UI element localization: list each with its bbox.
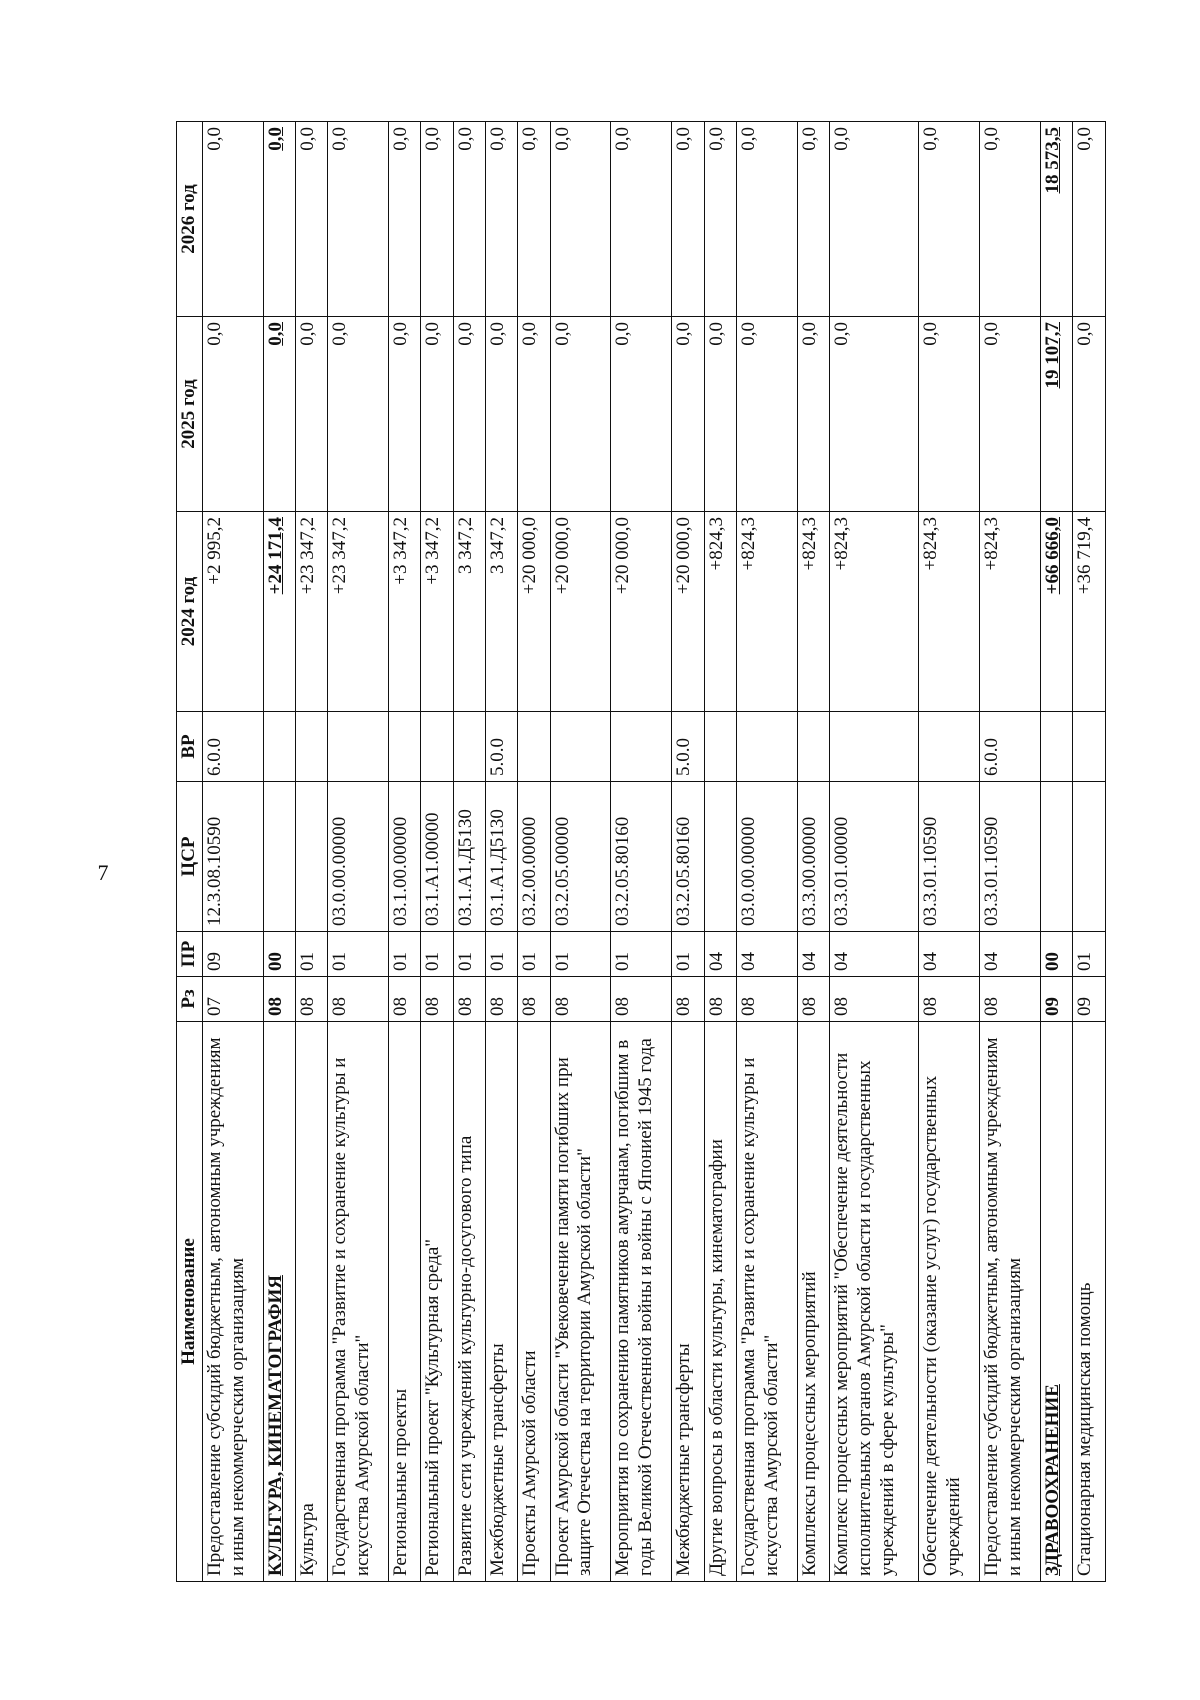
cell-rz: 07 xyxy=(202,977,263,1022)
table-row xyxy=(550,122,611,1582)
cell-rz: 08 xyxy=(550,977,611,1022)
cell-name: Мероприятия по сохранению памятников амурчанам, погибшим в годы Великой Отечественной войны и войны с Японией 1945 года xyxy=(611,1022,672,1582)
cell-rz: 08 xyxy=(736,977,797,1022)
cell-pr: 01 xyxy=(389,932,421,977)
cell-csr xyxy=(1041,782,1073,932)
cell-2026: 0,0 xyxy=(263,122,295,317)
cell-csr: 03.1.00.00000 xyxy=(389,782,421,932)
cell-2026: 0,0 xyxy=(736,122,797,317)
cell-2025: 0,0 xyxy=(453,317,485,512)
cell-2026: 0,0 xyxy=(919,122,980,317)
table-row xyxy=(1073,122,1106,1582)
table-row xyxy=(797,122,829,1582)
cell-name: Проект Амурской области "Увековечение памяти погибших при защите Отечества на территории Амурской области" xyxy=(550,1022,611,1582)
cell-2025: 0,0 xyxy=(486,317,518,512)
cell-2024: +824,3 xyxy=(980,512,1041,712)
cell-pr: 04 xyxy=(797,932,829,977)
table-row xyxy=(389,122,421,1582)
cell-2025: 0,0 xyxy=(1073,317,1106,512)
cell-vr xyxy=(421,712,453,782)
cell-2026: 0,0 xyxy=(453,122,485,317)
cell-2025: 0,0 xyxy=(611,317,672,512)
cell-vr xyxy=(550,712,611,782)
cell-pr: 01 xyxy=(421,932,453,977)
cell-2024: +824,3 xyxy=(736,512,797,712)
cell-2024: +20 000,0 xyxy=(550,512,611,712)
cell-rz: 08 xyxy=(486,977,518,1022)
cell-2024: +24 171,4 xyxy=(263,512,295,712)
cell-2026: 0,0 xyxy=(1073,122,1106,317)
header-csr: ЦСР xyxy=(177,782,203,932)
cell-name: Комплекс процессных мероприятий "Обеспечение деятельности исполнительных органов Амурской области и государственных учреждений в сфере культуры" xyxy=(830,1022,919,1582)
cell-2025: 0,0 xyxy=(672,317,704,512)
cell-name: Государственная программа "Развитие и сохранение культуры и искусства Амурской области" xyxy=(736,1022,797,1582)
cell-csr: 03.3.01.00000 xyxy=(830,782,919,932)
cell-2026: 0,0 xyxy=(704,122,736,317)
header-2026: 2026 год xyxy=(177,122,203,317)
cell-rz: 08 xyxy=(263,977,295,1022)
cell-2026: 0,0 xyxy=(421,122,453,317)
rotated-table-wrapper xyxy=(176,122,1106,1582)
cell-rz: 08 xyxy=(453,977,485,1022)
table-row xyxy=(518,122,550,1582)
cell-vr xyxy=(1041,712,1073,782)
cell-2026: 0,0 xyxy=(672,122,704,317)
cell-rz: 09 xyxy=(1073,977,1106,1022)
cell-vr: 5.0.0 xyxy=(486,712,518,782)
cell-2025: 19 107,7 xyxy=(1041,317,1073,512)
budget-table xyxy=(176,121,1106,1582)
cell-name: ЗДРАВООХРАНЕНИЕ xyxy=(1041,1022,1073,1582)
cell-rz: 08 xyxy=(328,977,389,1022)
table-row xyxy=(453,122,485,1582)
cell-csr: 03.2.05.80160 xyxy=(672,782,704,932)
cell-2024: +824,3 xyxy=(797,512,829,712)
table-row xyxy=(486,122,518,1582)
cell-vr xyxy=(736,712,797,782)
cell-2024: +23 347,2 xyxy=(328,512,389,712)
cell-name: Развитие сети учреждений культурно-досугового типа xyxy=(453,1022,485,1582)
cell-name: КУЛЬТУРА, КИНЕМАТОГРАФИЯ xyxy=(263,1022,295,1582)
cell-vr xyxy=(518,712,550,782)
cell-rz: 08 xyxy=(830,977,919,1022)
cell-pr: 01 xyxy=(672,932,704,977)
table-row xyxy=(421,122,453,1582)
cell-name: Государственная программа "Развитие и сохранение культуры и искусства Амурской области" xyxy=(328,1022,389,1582)
table-row xyxy=(736,122,797,1582)
cell-pr: 09 xyxy=(202,932,263,977)
cell-csr: 03.0.00.00000 xyxy=(736,782,797,932)
cell-rz: 09 xyxy=(1041,977,1073,1022)
cell-csr xyxy=(704,782,736,932)
cell-2024: +824,3 xyxy=(704,512,736,712)
cell-csr: 03.1.А1.Д5130 xyxy=(486,782,518,932)
cell-2025: 0,0 xyxy=(550,317,611,512)
table-header-row xyxy=(177,122,203,1582)
cell-2025: 0,0 xyxy=(263,317,295,512)
cell-pr: 04 xyxy=(919,932,980,977)
cell-csr: 03.3.00.00000 xyxy=(797,782,829,932)
cell-2025: 0,0 xyxy=(704,317,736,512)
cell-vr xyxy=(919,712,980,782)
cell-2024: +2 995,2 xyxy=(202,512,263,712)
page-number: 7 xyxy=(97,860,109,885)
cell-csr: 03.1.А1.Д5130 xyxy=(453,782,485,932)
cell-csr: 03.2.05.80160 xyxy=(611,782,672,932)
table-row xyxy=(704,122,736,1582)
cell-csr: 12.3.08.10590 xyxy=(202,782,263,932)
cell-2025: 0,0 xyxy=(389,317,421,512)
header-vr: ВР xyxy=(177,712,203,782)
cell-vr xyxy=(389,712,421,782)
cell-vr xyxy=(1073,712,1106,782)
cell-2025: 0,0 xyxy=(736,317,797,512)
cell-pr: 04 xyxy=(830,932,919,977)
cell-2026: 0,0 xyxy=(202,122,263,317)
cell-2024: +824,3 xyxy=(830,512,919,712)
cell-2024: 3 347,2 xyxy=(486,512,518,712)
cell-2024: +824,3 xyxy=(919,512,980,712)
cell-csr xyxy=(295,782,327,932)
cell-rz: 08 xyxy=(421,977,453,1022)
cell-2026: 0,0 xyxy=(611,122,672,317)
cell-vr: 6.0.0 xyxy=(202,712,263,782)
cell-name: Региональные проекты xyxy=(389,1022,421,1582)
cell-2024: +36 719,4 xyxy=(1073,512,1106,712)
cell-rz: 08 xyxy=(295,977,327,1022)
cell-2024: +23 347,2 xyxy=(295,512,327,712)
cell-2024: +20 000,0 xyxy=(518,512,550,712)
cell-name: Межбюджетные трансферты xyxy=(672,1022,704,1582)
cell-csr: 03.2.00.00000 xyxy=(518,782,550,932)
table-row xyxy=(328,122,389,1582)
cell-2024: +66 666,0 xyxy=(1041,512,1073,712)
cell-2025: 0,0 xyxy=(518,317,550,512)
cell-2026: 0,0 xyxy=(797,122,829,317)
table-row xyxy=(295,122,327,1582)
table-row xyxy=(672,122,704,1582)
header-rz: Рз xyxy=(177,977,203,1022)
cell-2025: 0,0 xyxy=(919,317,980,512)
cell-vr xyxy=(453,712,485,782)
table-row xyxy=(263,122,295,1582)
cell-rz: 08 xyxy=(919,977,980,1022)
cell-name: Предоставление субсидий бюджетным, автономным учреждениям и иным некоммерческим организациям xyxy=(202,1022,263,1582)
header-2024: 2024 год xyxy=(177,512,203,712)
cell-pr: 01 xyxy=(453,932,485,977)
cell-name: Обеспечение деятельности (оказание услуг) государственных учреждений xyxy=(919,1022,980,1582)
cell-2026: 0,0 xyxy=(550,122,611,317)
table-row xyxy=(611,122,672,1582)
cell-rz: 08 xyxy=(611,977,672,1022)
cell-csr xyxy=(263,782,295,932)
cell-2026: 0,0 xyxy=(328,122,389,317)
cell-2026: 0,0 xyxy=(486,122,518,317)
cell-pr: 01 xyxy=(1073,932,1106,977)
cell-csr: 03.2.05.00000 xyxy=(550,782,611,932)
cell-csr xyxy=(1073,782,1106,932)
header-name: Наименование xyxy=(177,1022,203,1582)
cell-vr xyxy=(797,712,829,782)
cell-vr: 6.0.0 xyxy=(980,712,1041,782)
cell-vr xyxy=(830,712,919,782)
cell-pr: 01 xyxy=(550,932,611,977)
cell-name: Другие вопросы в области культуры, кинематографии xyxy=(704,1022,736,1582)
table-row xyxy=(919,122,980,1582)
cell-2025: 0,0 xyxy=(797,317,829,512)
cell-vr xyxy=(611,712,672,782)
header-2025: 2025 год xyxy=(177,317,203,512)
cell-2026: 0,0 xyxy=(389,122,421,317)
cell-2026: 0,0 xyxy=(830,122,919,317)
cell-2025: 0,0 xyxy=(328,317,389,512)
cell-2025: 0,0 xyxy=(295,317,327,512)
cell-2024: 3 347,2 xyxy=(453,512,485,712)
cell-pr: 00 xyxy=(1041,932,1073,977)
cell-vr xyxy=(328,712,389,782)
table-row xyxy=(202,122,263,1582)
table-row xyxy=(830,122,919,1582)
cell-csr: 03.3.01.10590 xyxy=(980,782,1041,932)
header-pr: ПР xyxy=(177,932,203,977)
cell-rz: 08 xyxy=(672,977,704,1022)
cell-2026: 18 573,5 xyxy=(1041,122,1073,317)
cell-rz: 08 xyxy=(980,977,1041,1022)
cell-pr: 01 xyxy=(611,932,672,977)
cell-2025: 0,0 xyxy=(830,317,919,512)
cell-name: Проекты Амурской области xyxy=(518,1022,550,1582)
cell-2026: 0,0 xyxy=(295,122,327,317)
cell-2026: 0,0 xyxy=(518,122,550,317)
cell-2025: 0,0 xyxy=(421,317,453,512)
cell-2024: +3 347,2 xyxy=(389,512,421,712)
cell-name: Культура xyxy=(295,1022,327,1582)
cell-csr: 03.1.А1.00000 xyxy=(421,782,453,932)
cell-2025: 0,0 xyxy=(980,317,1041,512)
cell-name: Предоставление субсидий бюджетным, автономным учреждениям и иным некоммерческим организациям xyxy=(980,1022,1041,1582)
cell-pr: 04 xyxy=(980,932,1041,977)
cell-vr xyxy=(263,712,295,782)
cell-rz: 08 xyxy=(389,977,421,1022)
cell-pr: 01 xyxy=(486,932,518,977)
cell-2024: +3 347,2 xyxy=(421,512,453,712)
cell-csr: 03.3.01.10590 xyxy=(919,782,980,932)
table-row xyxy=(980,122,1041,1582)
cell-pr: 00 xyxy=(263,932,295,977)
cell-vr xyxy=(704,712,736,782)
cell-rz: 08 xyxy=(518,977,550,1022)
cell-rz: 08 xyxy=(704,977,736,1022)
cell-name: Стационарная медицинская помощь xyxy=(1073,1022,1106,1582)
cell-name: Межбюджетные трансферты xyxy=(486,1022,518,1582)
cell-rz: 08 xyxy=(797,977,829,1022)
cell-2025: 0,0 xyxy=(202,317,263,512)
cell-2024: +20 000,0 xyxy=(611,512,672,712)
cell-name: Региональный проект "Культурная среда" xyxy=(421,1022,453,1582)
cell-name: Комплексы процессных мероприятий xyxy=(797,1022,829,1582)
table-body xyxy=(202,122,1105,1582)
cell-pr: 01 xyxy=(518,932,550,977)
cell-pr: 01 xyxy=(295,932,327,977)
cell-vr: 5.0.0 xyxy=(672,712,704,782)
cell-2024: +20 000,0 xyxy=(672,512,704,712)
cell-pr: 04 xyxy=(704,932,736,977)
cell-csr: 03.0.00.00000 xyxy=(328,782,389,932)
cell-pr: 01 xyxy=(328,932,389,977)
cell-2026: 0,0 xyxy=(980,122,1041,317)
cell-pr: 04 xyxy=(736,932,797,977)
cell-vr xyxy=(295,712,327,782)
table-row xyxy=(1041,122,1073,1582)
